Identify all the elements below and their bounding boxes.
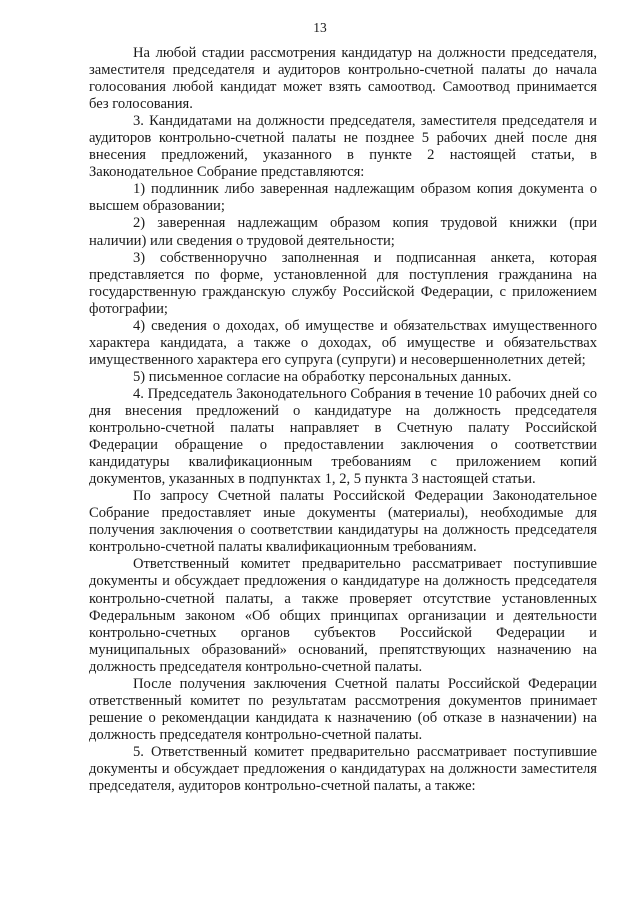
paragraph-item-3: 3. Кандидатами на должности председателя, заместителя председателя и аудиторов контрольно-счетной палаты не позднее 5 рабочих дней после дня внесения предложений, указанного в пункте 2 настоящей статьи, в Законодательное Собрание представляются: — [89, 113, 597, 181]
paragraph-subitem-4: 4) сведения о доходах, об имуществе и обязательствах имущественного характера кандидата, а также о доходах, об имуществе и обязательствах имущественного характера его супруга (супруги) и несовершеннолетних детей; — [89, 317, 597, 368]
page-number: 13 — [313, 20, 327, 35]
paragraph-item-5: 5. Ответственный комитет предварительно рассматривает поступившие документы и обсуждает предложения о кандидатурах на должности заместителя председателя, аудиторов контрольно-счетной палаты, а также: — [89, 743, 597, 795]
paragraph-subitem-3: 3) собственноручно заполненная и подписанная анкета, которая представляется по форме, установленной для поступления гражданина на государственную гражданскую службу Российской Федерации, с приложением фотографии; — [89, 249, 597, 317]
paragraph-committee-review: Ответственный комитет предварительно рассматривает поступившие документы и обсуждает предложения о кандидатуре на должность председателя контрольно-счетной палаты, а также проверяет отсутствие установленных Федеральным законом «Об общих принципах организации и деятельности контрольно-счетных органов субъектов Российской Федерации и муниципальных образований» оснований, препятствующих назначению на должность председателя контрольно-счетной палаты. — [89, 556, 597, 675]
paragraph-subitem-2: 2) заверенная надлежащим образом копия трудовой книжки (при наличии) или сведения о трудовой деятельности; — [89, 215, 597, 249]
paragraph-item-4: 4. Председатель Законодательного Собрания в течение 10 рабочих дней со дня внесения предложений о кандидатуре на должность председателя контрольно-счетной палаты направляет в Счетную палату Российской Федерации обращение о предоставлении заключения о соответствии кандидатуры квалификационным требованиям с приложением копий документов, указанных в подпунктах 1, 2, 5 пункта 3 настоящей статьи. — [89, 385, 597, 488]
paragraph-committee-decision: После получения заключения Счетной палаты Российской Федерации ответственный комитет по результатам рассмотрения документов принимает решение о рекомендации кандидата к назначению (об отказе в назначении) на должность председателя контрольно-счетной палаты. — [89, 675, 597, 743]
paragraph-subitem-1: 1) подлинник либо заверенная надлежащим образом копия документа о высшем образовании; — [89, 181, 597, 215]
document-body — [89, 45, 597, 795]
paragraph-request: По запросу Счетной палаты Российской Федерации Законодательное Собрание предоставляет иные документы (материалы), необходимые для получения заключения о соответствии кандидатуры на должность председателя контрольно-счетной палаты квалификационным требованиям. — [89, 488, 597, 556]
paragraph-subitem-5: 5) письменное согласие на обработку персональных данных. — [133, 368, 512, 385]
paragraph-self-withdrawal: На любой стадии рассмотрения кандидатур на должности председателя, заместителя председателя и аудиторов контрольно-счетной палаты до начала голосования любой кандидат может взять самоотвод. Самоотвод принимается без голосования. — [89, 45, 597, 113]
